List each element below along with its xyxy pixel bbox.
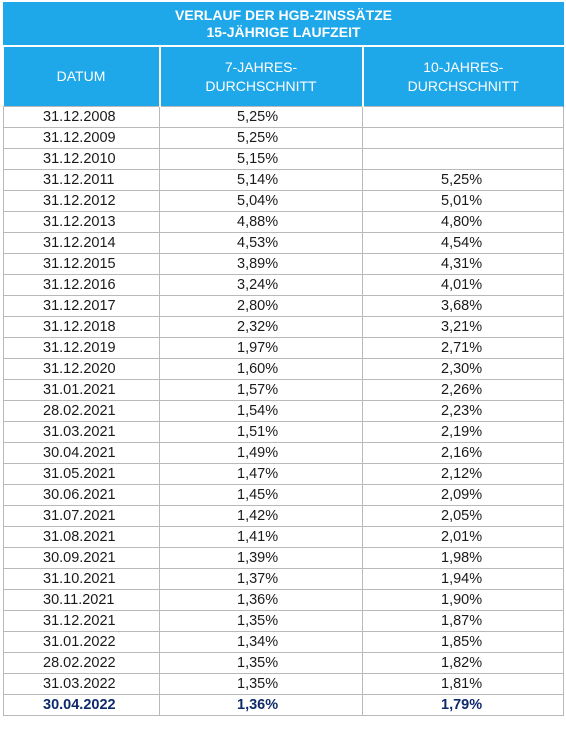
table-title xyxy=(4,3,564,47)
avg10-cell: 2,19% xyxy=(363,422,564,443)
avg10-cell: 1,90% xyxy=(363,590,564,611)
avg10-cell xyxy=(363,107,564,128)
avg7-cell: 1,60% xyxy=(160,359,363,380)
date-cell: 31.01.2021 xyxy=(4,380,160,401)
avg10-cell: 2,71% xyxy=(363,338,564,359)
date-cell: 31.12.2015 xyxy=(4,254,160,275)
avg10-cell: 2,01% xyxy=(363,527,564,548)
avg10-cell: 5,25% xyxy=(363,170,564,191)
column-header-10-year-average xyxy=(363,46,564,107)
date-cell: 31.12.2013 xyxy=(4,212,160,233)
table-row xyxy=(4,380,564,401)
date-cell: 30.04.2022 xyxy=(4,695,160,716)
table-row xyxy=(4,632,564,653)
date-cell: 31.12.2014 xyxy=(4,233,160,254)
date-cell: 31.12.2018 xyxy=(4,317,160,338)
date-cell: 31.08.2021 xyxy=(4,527,160,548)
avg10-cell: 1,81% xyxy=(363,674,564,695)
column-header-row xyxy=(4,46,564,107)
table-row xyxy=(4,170,564,191)
date-cell: 31.01.2022 xyxy=(4,632,160,653)
avg10-cell xyxy=(363,128,564,149)
table-row xyxy=(4,422,564,443)
avg7-cell: 2,80% xyxy=(160,296,363,317)
table-row xyxy=(4,317,564,338)
avg7-cell: 5,25% xyxy=(160,128,363,149)
date-cell: 31.03.2022 xyxy=(4,674,160,695)
date-cell: 31.12.2010 xyxy=(4,149,160,170)
date-cell: 28.02.2022 xyxy=(4,653,160,674)
hgb-rates-table xyxy=(3,2,564,716)
avg7-cell: 2,32% xyxy=(160,317,363,338)
avg7-cell: 5,14% xyxy=(160,170,363,191)
avg10-cell: 4,80% xyxy=(363,212,564,233)
table-row xyxy=(4,149,564,170)
avg10-cell: 1,79% xyxy=(363,695,564,716)
avg7-cell: 1,34% xyxy=(160,632,363,653)
avg7-cell: 4,53% xyxy=(160,233,363,254)
table-row xyxy=(4,611,564,632)
date-cell: 31.07.2021 xyxy=(4,506,160,527)
date-cell: 31.12.2020 xyxy=(4,359,160,380)
avg10-cell: 2,16% xyxy=(363,443,564,464)
table-row xyxy=(4,569,564,590)
table-row xyxy=(4,674,564,695)
column-header-10-year-line-2: DURCHSCHNITT xyxy=(407,77,519,94)
table-row xyxy=(4,485,564,506)
table-row xyxy=(4,443,564,464)
title-row xyxy=(4,3,564,47)
avg10-cell: 5,01% xyxy=(363,191,564,212)
date-cell: 30.06.2021 xyxy=(4,485,160,506)
table-row xyxy=(4,233,564,254)
table-row xyxy=(4,191,564,212)
date-cell: 31.12.2012 xyxy=(4,191,160,212)
rates-table-container xyxy=(3,2,563,716)
table-row xyxy=(4,128,564,149)
avg7-cell: 1,37% xyxy=(160,569,363,590)
table-row xyxy=(4,359,564,380)
table-body xyxy=(4,107,564,716)
avg7-cell: 4,88% xyxy=(160,212,363,233)
avg10-cell: 2,30% xyxy=(363,359,564,380)
date-cell: 30.09.2021 xyxy=(4,548,160,569)
table-row xyxy=(4,506,564,527)
table-row xyxy=(4,401,564,422)
date-cell: 30.04.2021 xyxy=(4,443,160,464)
table-row xyxy=(4,548,564,569)
date-cell: 31.12.2021 xyxy=(4,611,160,632)
table-row xyxy=(4,527,564,548)
date-cell: 31.10.2021 xyxy=(4,569,160,590)
avg10-cell: 1,87% xyxy=(363,611,564,632)
date-cell: 31.12.2016 xyxy=(4,275,160,296)
avg10-cell: 1,82% xyxy=(363,653,564,674)
avg10-cell: 3,21% xyxy=(363,317,564,338)
date-cell: 31.03.2021 xyxy=(4,422,160,443)
table-row xyxy=(4,653,564,674)
avg10-cell: 2,23% xyxy=(363,401,564,422)
table-row xyxy=(4,107,564,128)
date-cell: 31.12.2008 xyxy=(4,107,160,128)
table-row xyxy=(4,254,564,275)
table-title-line-2: 15-JÄHRIGE LAUFZEIT xyxy=(206,24,361,40)
avg7-cell: 3,24% xyxy=(160,275,363,296)
table-row xyxy=(4,695,564,716)
avg7-cell: 1,49% xyxy=(160,443,363,464)
avg7-cell: 1,57% xyxy=(160,380,363,401)
column-header-date-label: DATUM xyxy=(56,68,106,84)
avg7-cell: 1,39% xyxy=(160,548,363,569)
avg7-cell: 1,36% xyxy=(160,695,363,716)
avg10-cell: 1,94% xyxy=(363,569,564,590)
avg7-cell: 5,04% xyxy=(160,191,363,212)
avg7-cell: 1,35% xyxy=(160,653,363,674)
table-title-line-1: VERLAUF DER HGB-ZINSSÄTZE xyxy=(175,7,393,23)
avg10-cell: 1,98% xyxy=(363,548,564,569)
avg7-cell: 5,15% xyxy=(160,149,363,170)
column-header-10-year-line-1: 10-JAHRES- xyxy=(423,58,504,75)
date-cell: 31.12.2019 xyxy=(4,338,160,359)
column-header-7-year-line-1: 7-JAHRES- xyxy=(224,58,298,75)
avg10-cell: 4,31% xyxy=(363,254,564,275)
avg10-cell: 1,85% xyxy=(363,632,564,653)
avg7-cell: 1,42% xyxy=(160,506,363,527)
avg7-cell: 1,47% xyxy=(160,464,363,485)
avg7-cell: 5,25% xyxy=(160,107,363,128)
date-cell: 30.11.2021 xyxy=(4,590,160,611)
avg10-cell xyxy=(363,149,564,170)
date-cell: 31.12.2011 xyxy=(4,170,160,191)
date-cell: 31.05.2021 xyxy=(4,464,160,485)
avg10-cell: 4,54% xyxy=(363,233,564,254)
table-row xyxy=(4,338,564,359)
date-cell: 31.12.2009 xyxy=(4,128,160,149)
avg7-cell: 3,89% xyxy=(160,254,363,275)
table-row xyxy=(4,212,564,233)
avg7-cell: 1,35% xyxy=(160,611,363,632)
avg7-cell: 1,41% xyxy=(160,527,363,548)
avg10-cell: 2,05% xyxy=(363,506,564,527)
avg10-cell: 2,12% xyxy=(363,464,564,485)
avg10-cell: 4,01% xyxy=(363,275,564,296)
column-header-date xyxy=(4,46,160,107)
column-header-7-year-line-2: DURCHSCHNITT xyxy=(205,77,317,94)
avg7-cell: 1,97% xyxy=(160,338,363,359)
avg7-cell: 1,45% xyxy=(160,485,363,506)
table-row xyxy=(4,275,564,296)
column-header-7-year-average xyxy=(160,46,363,107)
avg10-cell: 2,26% xyxy=(363,380,564,401)
avg7-cell: 1,36% xyxy=(160,590,363,611)
avg7-cell: 1,54% xyxy=(160,401,363,422)
date-cell: 28.02.2021 xyxy=(4,401,160,422)
table-row xyxy=(4,296,564,317)
table-row xyxy=(4,590,564,611)
date-cell: 31.12.2017 xyxy=(4,296,160,317)
avg10-cell: 3,68% xyxy=(363,296,564,317)
avg7-cell: 1,35% xyxy=(160,674,363,695)
table-row xyxy=(4,464,564,485)
table-head xyxy=(4,3,564,107)
avg7-cell: 1,51% xyxy=(160,422,363,443)
avg10-cell: 2,09% xyxy=(363,485,564,506)
